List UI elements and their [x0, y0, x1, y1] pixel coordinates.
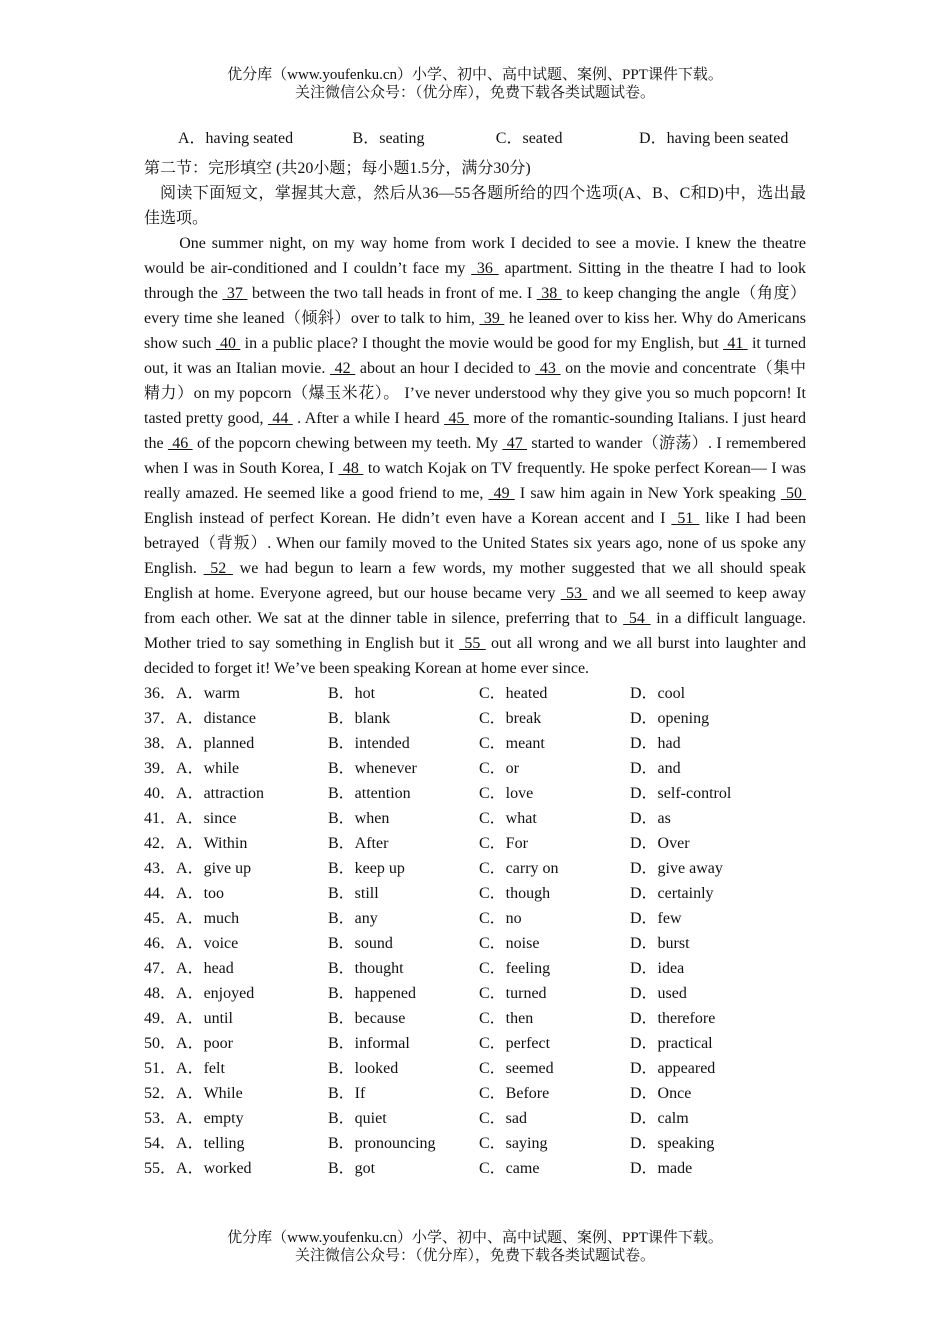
question-number-and-option-a: [144, 881, 328, 906]
blank-54: 54: [623, 610, 651, 627]
blank-37: 37: [222, 285, 248, 302]
blank-38: 38: [536, 285, 562, 302]
option-a: A．having seated: [178, 130, 294, 147]
option-d: D．speaking: [630, 1135, 715, 1152]
question-number: 51．: [144, 1060, 177, 1077]
blank-43: 43: [535, 360, 561, 377]
passage-text: about an hour I decided to: [355, 360, 536, 377]
passage-text: in a public place? I thought the movie would be good for my English, but: [240, 335, 724, 352]
option-d: D．having been seated: [639, 130, 789, 147]
option-d: D．opening: [630, 710, 710, 727]
question-number: 42．: [144, 835, 177, 852]
option-d: D．certainly: [630, 885, 714, 902]
question-number: 52．: [144, 1085, 177, 1102]
question-row: [144, 981, 806, 1006]
passage-text: it turned out, it was an Italian movie.: [144, 335, 807, 377]
option-d: D．used: [630, 985, 687, 1002]
option-b: B．got: [328, 1160, 376, 1177]
option-b: B．because: [328, 1010, 406, 1027]
option-b: B．any: [328, 910, 378, 927]
passage-text: to watch Kojak on TV frequently. He spoke perfect Korean— I was really amazed. He seemed like a good friend to me,: [144, 460, 807, 502]
passage-text: to keep changing the angle（角度）every time she leaned（倾斜）over to talk to him,: [144, 285, 807, 327]
option-d: D．give away: [630, 860, 723, 877]
option-a: A．planned: [176, 735, 255, 752]
option-a: A．attraction: [176, 785, 264, 802]
option-d: D．as: [630, 810, 671, 827]
option-c: C．carry on: [479, 860, 559, 877]
question-row: [144, 1031, 806, 1056]
option-a: A．poor: [176, 1035, 233, 1052]
question-row: [144, 806, 806, 831]
question-number: 44．: [144, 885, 177, 902]
option-a: A．until: [176, 1010, 233, 1027]
option-c: C．break: [479, 710, 542, 727]
question-number-and-option-a: [144, 1056, 328, 1081]
option-c: C．meant: [479, 735, 545, 752]
passage-text: we had begun to learn a few words, my mother suggested that we all should speak English at home. Everyone agreed, but our house became very: [144, 560, 806, 602]
option-d: D．practical: [630, 1035, 713, 1052]
passage-text: out all wrong and we all burst into laughter and decided to forget it! We’ve been speaking Korean at home ever since.: [144, 635, 807, 677]
passage-text: like I had been betrayed（背叛）. When our family moved to the United States six years ago, none of us spoke any English.: [144, 510, 807, 577]
blank-45: 45: [444, 410, 469, 427]
question-row: [144, 1156, 806, 1181]
option-c: C．heated: [479, 685, 548, 702]
blank-55: 55: [459, 635, 486, 652]
option-d: D．made: [630, 1160, 693, 1177]
option-d: D．few: [630, 910, 682, 927]
question-number-and-option-a: [144, 956, 328, 981]
option-c: C．For: [479, 835, 528, 852]
blank-49: 49: [488, 485, 515, 502]
question-number-and-option-a: [144, 1081, 328, 1106]
question-number: 43．: [144, 860, 177, 877]
option-d: D．calm: [630, 1110, 689, 1127]
question-number-and-option-a: [144, 731, 328, 756]
question-row: [144, 1131, 806, 1156]
option-a: A．give up: [176, 860, 252, 877]
question-number: 54．: [144, 1135, 177, 1152]
blank-51: 51: [671, 510, 700, 527]
passage-text: . After a while I heard: [292, 410, 445, 427]
blank-46: 46: [167, 435, 193, 452]
passage-text: he leaned over to kiss her. Why do Americans show such: [144, 310, 806, 352]
footer-line-2: 关注微信公众号：（优分库），免费下载各类试题试卷。: [294, 1248, 655, 1264]
option-c: C．what: [479, 810, 537, 827]
passage-text: between the two tall heads in front of me. I: [247, 285, 537, 302]
option-a: A．empty: [176, 1110, 244, 1127]
question-number: 40．: [144, 785, 177, 802]
option-b: B．keep up: [328, 860, 405, 877]
question-row: [144, 706, 806, 731]
option-c: C．saying: [479, 1135, 548, 1152]
option-c: C．seemed: [479, 1060, 554, 1077]
question-row: [144, 931, 806, 956]
option-b: B．If: [328, 1085, 366, 1102]
question-row: [144, 756, 806, 781]
passage-text: English instead of perfect Korean. He didn’t even have a Korean accent and I: [144, 510, 672, 527]
option-b: B．looked: [328, 1060, 399, 1077]
question-row: [144, 906, 806, 931]
question-number-and-option-a: [144, 1006, 328, 1031]
question-number-and-option-a: [144, 1031, 328, 1056]
option-d: D．burst: [630, 935, 690, 952]
question-number: 50．: [144, 1035, 177, 1052]
option-b: B．happened: [328, 985, 416, 1002]
question-number: 45．: [144, 910, 177, 927]
option-c: C．sad: [479, 1110, 528, 1127]
question-number: 46．: [144, 935, 177, 952]
blank-53: 53: [560, 585, 588, 602]
option-b: B．whenever: [328, 760, 417, 777]
option-a: A．while: [176, 760, 240, 777]
previous-question-options: [144, 126, 806, 151]
question-row: [144, 1056, 806, 1081]
option-d: D．idea: [630, 960, 685, 977]
section-title: 第二节：完形填空 (共20小题；每小题1.5分，满分30分): [144, 160, 531, 177]
option-a: A．felt: [176, 1060, 225, 1077]
question-number-and-option-a: [144, 756, 328, 781]
question-number: 55．: [144, 1160, 177, 1177]
option-b: B．blank: [328, 710, 391, 727]
option-d: D．had: [630, 735, 681, 752]
option-c: C．or: [479, 760, 520, 777]
option-c: C．perfect: [479, 1035, 551, 1052]
option-c: C．Before: [479, 1085, 550, 1102]
passage-text: more of the romantic-sounding Italians. I just heard the: [144, 410, 806, 452]
exam-content: [144, 126, 806, 1181]
question-number: 47．: [144, 960, 177, 977]
question-row: [144, 881, 806, 906]
blank-48: 48: [338, 460, 364, 477]
option-c: C．turned: [479, 985, 547, 1002]
option-c: C．noise: [479, 935, 540, 952]
passage-text: apartment. Sitting in the theatre I had to look through the: [144, 260, 807, 302]
page-footer: [0, 1229, 950, 1265]
option-c: C．no: [479, 910, 522, 927]
option-b: B．pronouncing: [328, 1135, 436, 1152]
passage-text: of the popcorn chewing between my teeth. My: [192, 435, 503, 452]
blank-44: 44: [267, 410, 293, 427]
question-number-and-option-a: [144, 806, 328, 831]
passage-text: on the movie and concentrate（集中精力）on my popcorn（爆玉米花）。 I’ve never understood why they give you so much popcorn! It tasted pretty good,: [144, 360, 807, 427]
question-number: 37．: [144, 710, 177, 727]
option-a: A．telling: [176, 1135, 245, 1152]
blank-52: 52: [203, 560, 233, 577]
question-number: 39．: [144, 760, 177, 777]
question-number-and-option-a: [144, 931, 328, 956]
option-a: A．head: [176, 960, 234, 977]
question-number-and-option-a: [144, 981, 328, 1006]
blank-50: 50: [780, 485, 807, 502]
question-number-and-option-a: [144, 1156, 328, 1181]
question-row: [144, 856, 806, 881]
option-b: B．sound: [328, 935, 393, 952]
question-number: 41．: [144, 810, 177, 827]
blank-36: 36: [471, 260, 499, 277]
option-a: A．While: [176, 1085, 243, 1102]
option-b: B．still: [328, 885, 379, 902]
passage-text: I saw him again in New York speaking: [514, 485, 781, 502]
question-number-and-option-a: [144, 856, 328, 881]
option-d: D．therefore: [630, 1010, 716, 1027]
option-a: A．warm: [176, 685, 241, 702]
question-number: 38．: [144, 735, 177, 752]
passage-text: and we all seemed to keep away from each other. We sat at the dinner table in silence, preferring that to: [144, 585, 806, 627]
question-number-and-option-a: [144, 831, 328, 856]
question-number-and-option-a: [144, 706, 328, 731]
option-c: C．seated: [495, 130, 563, 147]
passage-text: in a difficult language. Mother tried to say something in English but it: [144, 610, 807, 652]
passage-text: One summer night, on my way home from work I decided to see a movie. I knew the theatre would be air-conditioned and I couldn’t face my: [144, 235, 806, 277]
cloze-passage: [144, 231, 806, 681]
blank-40: 40: [215, 335, 241, 352]
question-number: 36．: [144, 685, 177, 702]
option-c: C．came: [479, 1160, 540, 1177]
question-row: [144, 831, 806, 856]
option-d: D．Once: [630, 1085, 692, 1102]
header-line-1: 优分库（www.youfenku.cn）小学、初中、高中试题、案例、PPT课件下载。: [227, 67, 723, 83]
question-number-and-option-a: [144, 681, 328, 706]
option-a: A．since: [176, 810, 237, 827]
option-a: A．worked: [176, 1160, 252, 1177]
option-b: B．seating: [352, 130, 425, 147]
question-row: [144, 956, 806, 981]
blank-42: 42: [330, 360, 356, 377]
question-row: [144, 1006, 806, 1031]
question-row: [144, 681, 806, 706]
section-instruction: 阅读下面短文，掌握其大意，然后从36—55各题所给的四个选项(A、B、C和D)中，选出最佳选项。: [144, 185, 806, 227]
passage-text: started to wander（游荡）. I remembered when I was in South Korea, I: [144, 435, 807, 477]
question-number: 48．: [144, 985, 177, 1002]
page-header: [0, 66, 950, 102]
blank-39: 39: [479, 310, 505, 327]
question-number-and-option-a: [144, 1131, 328, 1156]
option-b: B．when: [328, 810, 390, 827]
question-number-and-option-a: [144, 906, 328, 931]
footer-line-1: 优分库（www.youfenku.cn）小学、初中、高中试题、案例、PPT课件下载。: [227, 1230, 723, 1246]
option-b: B．attention: [328, 785, 411, 802]
option-c: C．then: [479, 1010, 534, 1027]
question-row: [144, 1106, 806, 1131]
question-number-and-option-a: [144, 1106, 328, 1131]
option-d: D．and: [630, 760, 681, 777]
option-d: D．self-control: [630, 785, 732, 802]
question-options-list: [144, 681, 806, 1181]
option-c: C．love: [479, 785, 534, 802]
option-a: A．too: [176, 885, 225, 902]
question-number: 49．: [144, 1010, 177, 1027]
option-b: B．intended: [328, 735, 410, 752]
question-row: [144, 1081, 806, 1106]
question-number-and-option-a: [144, 781, 328, 806]
option-a: A．enjoyed: [176, 985, 255, 1002]
header-line-2: 关注微信公众号：（优分库），免费下载各类试题试卷。: [294, 85, 655, 101]
option-c: C．though: [479, 885, 551, 902]
option-d: D．cool: [630, 685, 686, 702]
option-a: A．much: [176, 910, 240, 927]
option-a: A．distance: [176, 710, 256, 727]
question-row: [144, 781, 806, 806]
blank-47: 47: [502, 435, 528, 452]
question-number: 53．: [144, 1110, 177, 1127]
option-d: D．appeared: [630, 1060, 716, 1077]
question-row: [144, 731, 806, 756]
option-b: B．After: [328, 835, 389, 852]
option-d: D．Over: [630, 835, 690, 852]
option-b: B．quiet: [328, 1110, 387, 1127]
option-a: A．Within: [176, 835, 248, 852]
option-b: B．hot: [328, 685, 376, 702]
option-b: B．thought: [328, 960, 404, 977]
option-b: B．informal: [328, 1035, 410, 1052]
option-c: C．feeling: [479, 960, 551, 977]
blank-41: 41: [723, 335, 748, 352]
option-a: A．voice: [176, 935, 239, 952]
